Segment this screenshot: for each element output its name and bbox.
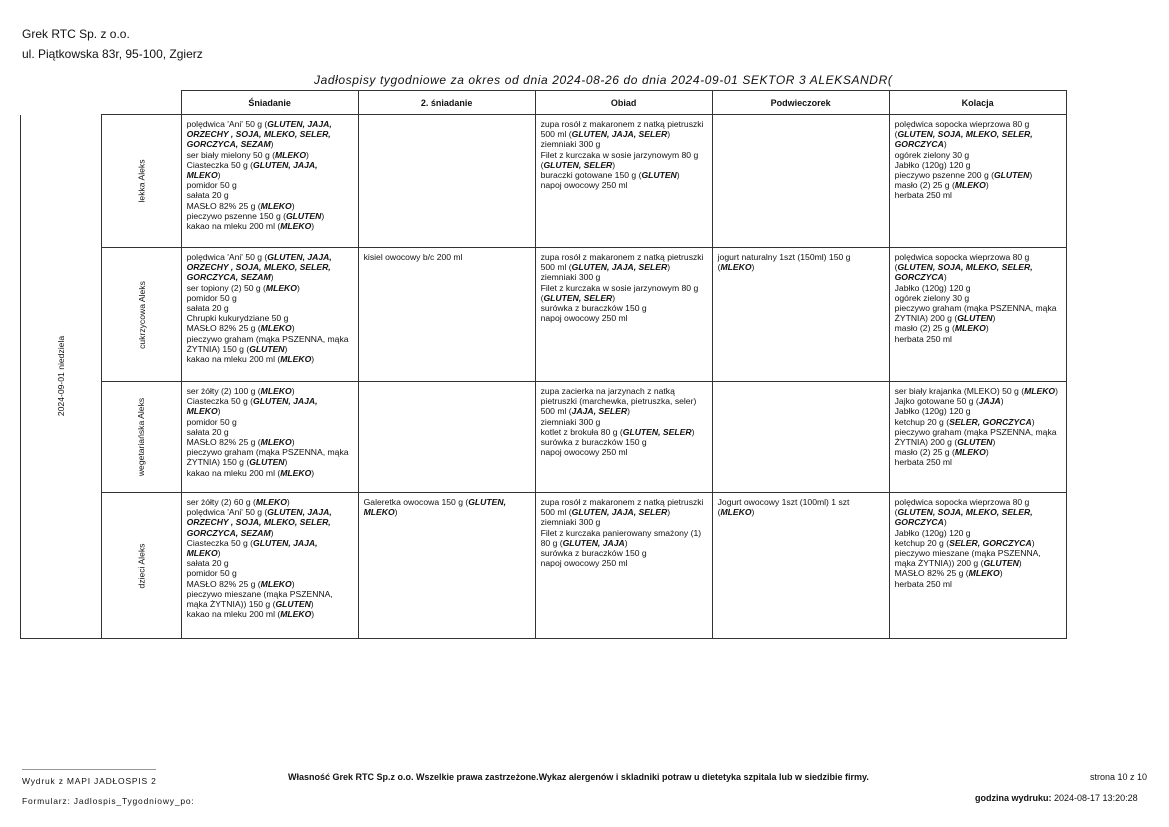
diet-cell: [102, 248, 181, 382]
meal-text: Galeretka owocowa 150 g (GLUTEN, MLEKO): [363, 497, 506, 518]
footer-divider: [22, 769, 156, 770]
meal-text: ser biały krajanka (MLEKO) 50 g (MLEKO) Jajko gotowane 50 g (JAJA) Jabłko (120g) 120 g ketchup 20 g (SELER, GORCZYCA) pieczywo graham (mąka PSZENNA, mąka ŻYTNIA) 200 g (GLUTEN) masło (2) 25 g (MLEKO) herbata 250 ml: [894, 386, 1058, 468]
diet-cell: [102, 493, 181, 639]
meal-text: kisiel owocowy b/c 200 ml: [363, 252, 463, 262]
column-header-snack: Podwieczorek: [712, 91, 889, 115]
column-header-dinner: Kolacja: [889, 91, 1066, 115]
header-row: [21, 91, 1067, 115]
meal-text: Jogurt owocowy 1szt (100ml) 1 szt (MLEKO): [717, 497, 850, 518]
meal-cell-lunch: [535, 493, 712, 639]
form-name: Formularz: Jadlospis_Tygodniowy_po:: [22, 796, 195, 806]
meal-text: zupa zacierka na jarzynach z natką pietruszki (marchewka, pietruszka, seler) 500 ml (JAJA, SELER) ziemniaki 300 g kotlet z brokuła 80 g (GLUTEN, SELER) surówka z buraczków 150 g napoj owocowy 250 ml: [540, 386, 697, 458]
meal-text: [359, 382, 535, 386]
meal-text: jogurt naturalny 1szt (150ml) 150 g (MLEKO): [717, 252, 851, 273]
meal-cell-snack: [712, 115, 889, 248]
meal-text: polędwica 'Ani' 50 g (GLUTEN, JAJA, ORZECHY , SOJA, MLEKO, SELER, GORCZYCA, SEZAM) ser biały mielony 50 g (MLEKO) Ciasteczka 50 g (GLUTEN, JAJA, MLEKO) pomidor 50 g sałata 20 g MASŁO 82% 25 g (MLEKO) pieczywo pszenne 150 g (GLUTEN) kakao na mleku 200 ml (MLEKO): [186, 119, 332, 232]
ownership-note: Własność Grek RTC Sp.z o.o. Wszelkie prawa zastrzeżone.Wykaz alergenów i skladniki potraw u dietetyka szpitala lub w siedzibie firmy.: [288, 772, 869, 782]
meal-text: [359, 115, 535, 119]
meal-cell-dinner: [889, 115, 1066, 248]
meal-text: zupa rosół z makaronem z natką pietruszki 500 ml (GLUTEN, JAJA, SELER) ziemniaki 300 g Filet z kurczaka w sosie jarzynowym 80 g (GLUTEN, SELER) buraczki gotowane 150 g (GLUTEN) napoj owocowy 250 ml: [540, 119, 704, 191]
table-row: [21, 493, 1067, 639]
meal-text: polędwica 'Ani' 50 g (GLUTEN, JAJA, ORZECHY , SOJA, MLEKO, SELER, GORCZYCA, SEZAM) ser topiony (2) 50 g (MLEKO) pomidor 50 g sałata 20 g Chrupki kukurydziane 50 g MASŁO 82% 25 g (MLEKO) pieczywo graham (mąka PSZENNA, mąka ŻYTNIA) 150 g (GLUTEN) kakao na mleku 200 ml (MLEKO): [186, 252, 349, 365]
table-row: [21, 248, 1067, 382]
column-header-breakfast: Śniadanie: [181, 91, 358, 115]
menu-table: [20, 90, 1067, 639]
company-address: ul. Piątkowska 83r, 95-100, Zgierz: [22, 47, 203, 61]
meal-text: ser żółty (2) 60 g (MLEKO) polędwica 'Ani' 50 g (GLUTEN, JAJA, ORZECHY , SOJA, MLEKO, SELER, GORCZYCA, SEZAM) Ciasteczka 50 g (GLUTEN, JAJA, MLEKO) sałata 20 g pomidor 50 g MASŁO 82% 25 g (MLEKO) pieczywo mieszane (mąka PSZENNA, mąka ŻYTNIA)) 150 g (GLUTEN) kakao na mleku 200 ml (MLEKO): [186, 497, 333, 620]
page-title: Jadłospisy tygodniowe za okres od dnia 2024-08-26 do dnia 2024-09-01 SEKTOR 3 ALEKSANDR(: [314, 73, 893, 87]
meal-text: polędwica sopocka wieprzowa 80 g (GLUTEN, SOJA, MLEKO, SELER, GORCZYCA) ogórek zielony 30 g Jabłko (120g) 120 g pieczywo pszenne 200 g (GLUTEN) masło (2) 25 g (MLEKO) herbata 250 ml: [894, 119, 1033, 201]
diet-label: lekka Aleks: [136, 159, 147, 203]
meal-cell-dinner: [889, 248, 1066, 382]
meal-cell-dinner: [889, 382, 1066, 493]
meal-text: polędwica sopocka wieprzowa 80 g (GLUTEN, SOJA, MLEKO, SELER, GORCZYCA) Jabłko (120g) 120 g ketchup 20 g (SELER, GORCZYCA) pieczywo mieszane (mąka PSZENNA, mąka ŻYTNIA)) 200 g (GLUTEN) MASŁO 82% 25 g (MLEKO) herbata 250 ml: [894, 497, 1041, 589]
diet-label: wegetariańska Aleks: [136, 397, 147, 477]
meal-text: [713, 382, 889, 386]
meal-cell-breakfast: [181, 248, 358, 382]
diet-cell: [102, 382, 181, 493]
meal-text: ser żółty (2) 100 g (MLEKO) Ciasteczka 50 g (GLUTEN, JAJA, MLEKO) pomidor 50 g sałata 20 g MASŁO 82% 25 g (MLEKO) pieczywo graham (mąka PSZENNA, mąka ŻYTNIA) 150 g (GLUTEN) kakao na mleku 200 ml (MLEKO): [186, 386, 349, 478]
print-time-label: godzina wydruku:: [975, 793, 1052, 803]
diet-cell: [102, 115, 181, 248]
meal-text: [713, 115, 889, 119]
print-time-value: 2024-08-17 13:20:28: [1054, 793, 1138, 803]
meal-text: zupa rosół z makaronem z natką pietruszki 500 ml (GLUTEN, JAJA, SELER) ziemniaki 300 g Filet z kurczaka panierowany smażony (1) 80 g (GLUTEN, JAJA) surówka z buraczków 150 g napoj owocowy 250 ml: [540, 497, 704, 569]
company-info: [22, 24, 203, 64]
meal-cell-snack: [712, 493, 889, 639]
table-row: [21, 115, 1067, 248]
meal-cell-second-breakfast: [358, 382, 535, 493]
diet-label: dzieci Aleks: [136, 543, 147, 588]
meal-cell-breakfast: [181, 115, 358, 248]
company-name: Grek RTC Sp. z o.o.: [22, 27, 130, 41]
table-row: [21, 382, 1067, 493]
day-label: 2024-09-01 niedziela: [56, 336, 67, 417]
column-header-second-breakfast: 2. śniadanie: [358, 91, 535, 115]
menu-table-body: [21, 115, 1067, 639]
footer-left: [22, 771, 195, 811]
print-time: [975, 793, 1138, 803]
meal-cell-second-breakfast: [358, 248, 535, 382]
page-number: strona 10 z 10: [1090, 772, 1148, 782]
meal-cell-snack: [712, 248, 889, 382]
meal-cell-breakfast: [181, 382, 358, 493]
report-name: Wydruk z MAPI JADŁOSPIS 2: [22, 776, 157, 786]
meal-cell-lunch: [535, 115, 712, 248]
meal-cell-second-breakfast: [358, 115, 535, 248]
meal-text: polędwica sopocka wieprzowa 80 g (GLUTEN, SOJA, MLEKO, SELER, GORCZYCA) Jabłko (120g) 120 g ogórek zielony 30 g pieczywo graham (mąka PSZENNA, mąka ŻYTNIA) 200 g (GLUTEN) masło (2) 25 g (MLEKO) herbata 250 ml: [894, 252, 1057, 344]
day-cell: [21, 115, 102, 639]
meal-cell-second-breakfast: [358, 493, 535, 639]
meal-cell-dinner: [889, 493, 1066, 639]
meal-cell-lunch: [535, 248, 712, 382]
meal-cell-snack: [712, 382, 889, 493]
meal-cell-lunch: [535, 382, 712, 493]
column-header-lunch: Obiad: [535, 91, 712, 115]
meal-text: zupa rosół z makaronem z natką pietruszki 500 ml (GLUTEN, JAJA, SELER) ziemniaki 300 g Filet z kurczaka w sosie jarzynowym 80 g (GLUTEN, SELER) surówka z buraczków 150 g napoj owocowy 250 ml: [540, 252, 704, 324]
diet-label: cukrzycowa Aleks: [136, 280, 147, 349]
meal-cell-breakfast: [181, 493, 358, 639]
